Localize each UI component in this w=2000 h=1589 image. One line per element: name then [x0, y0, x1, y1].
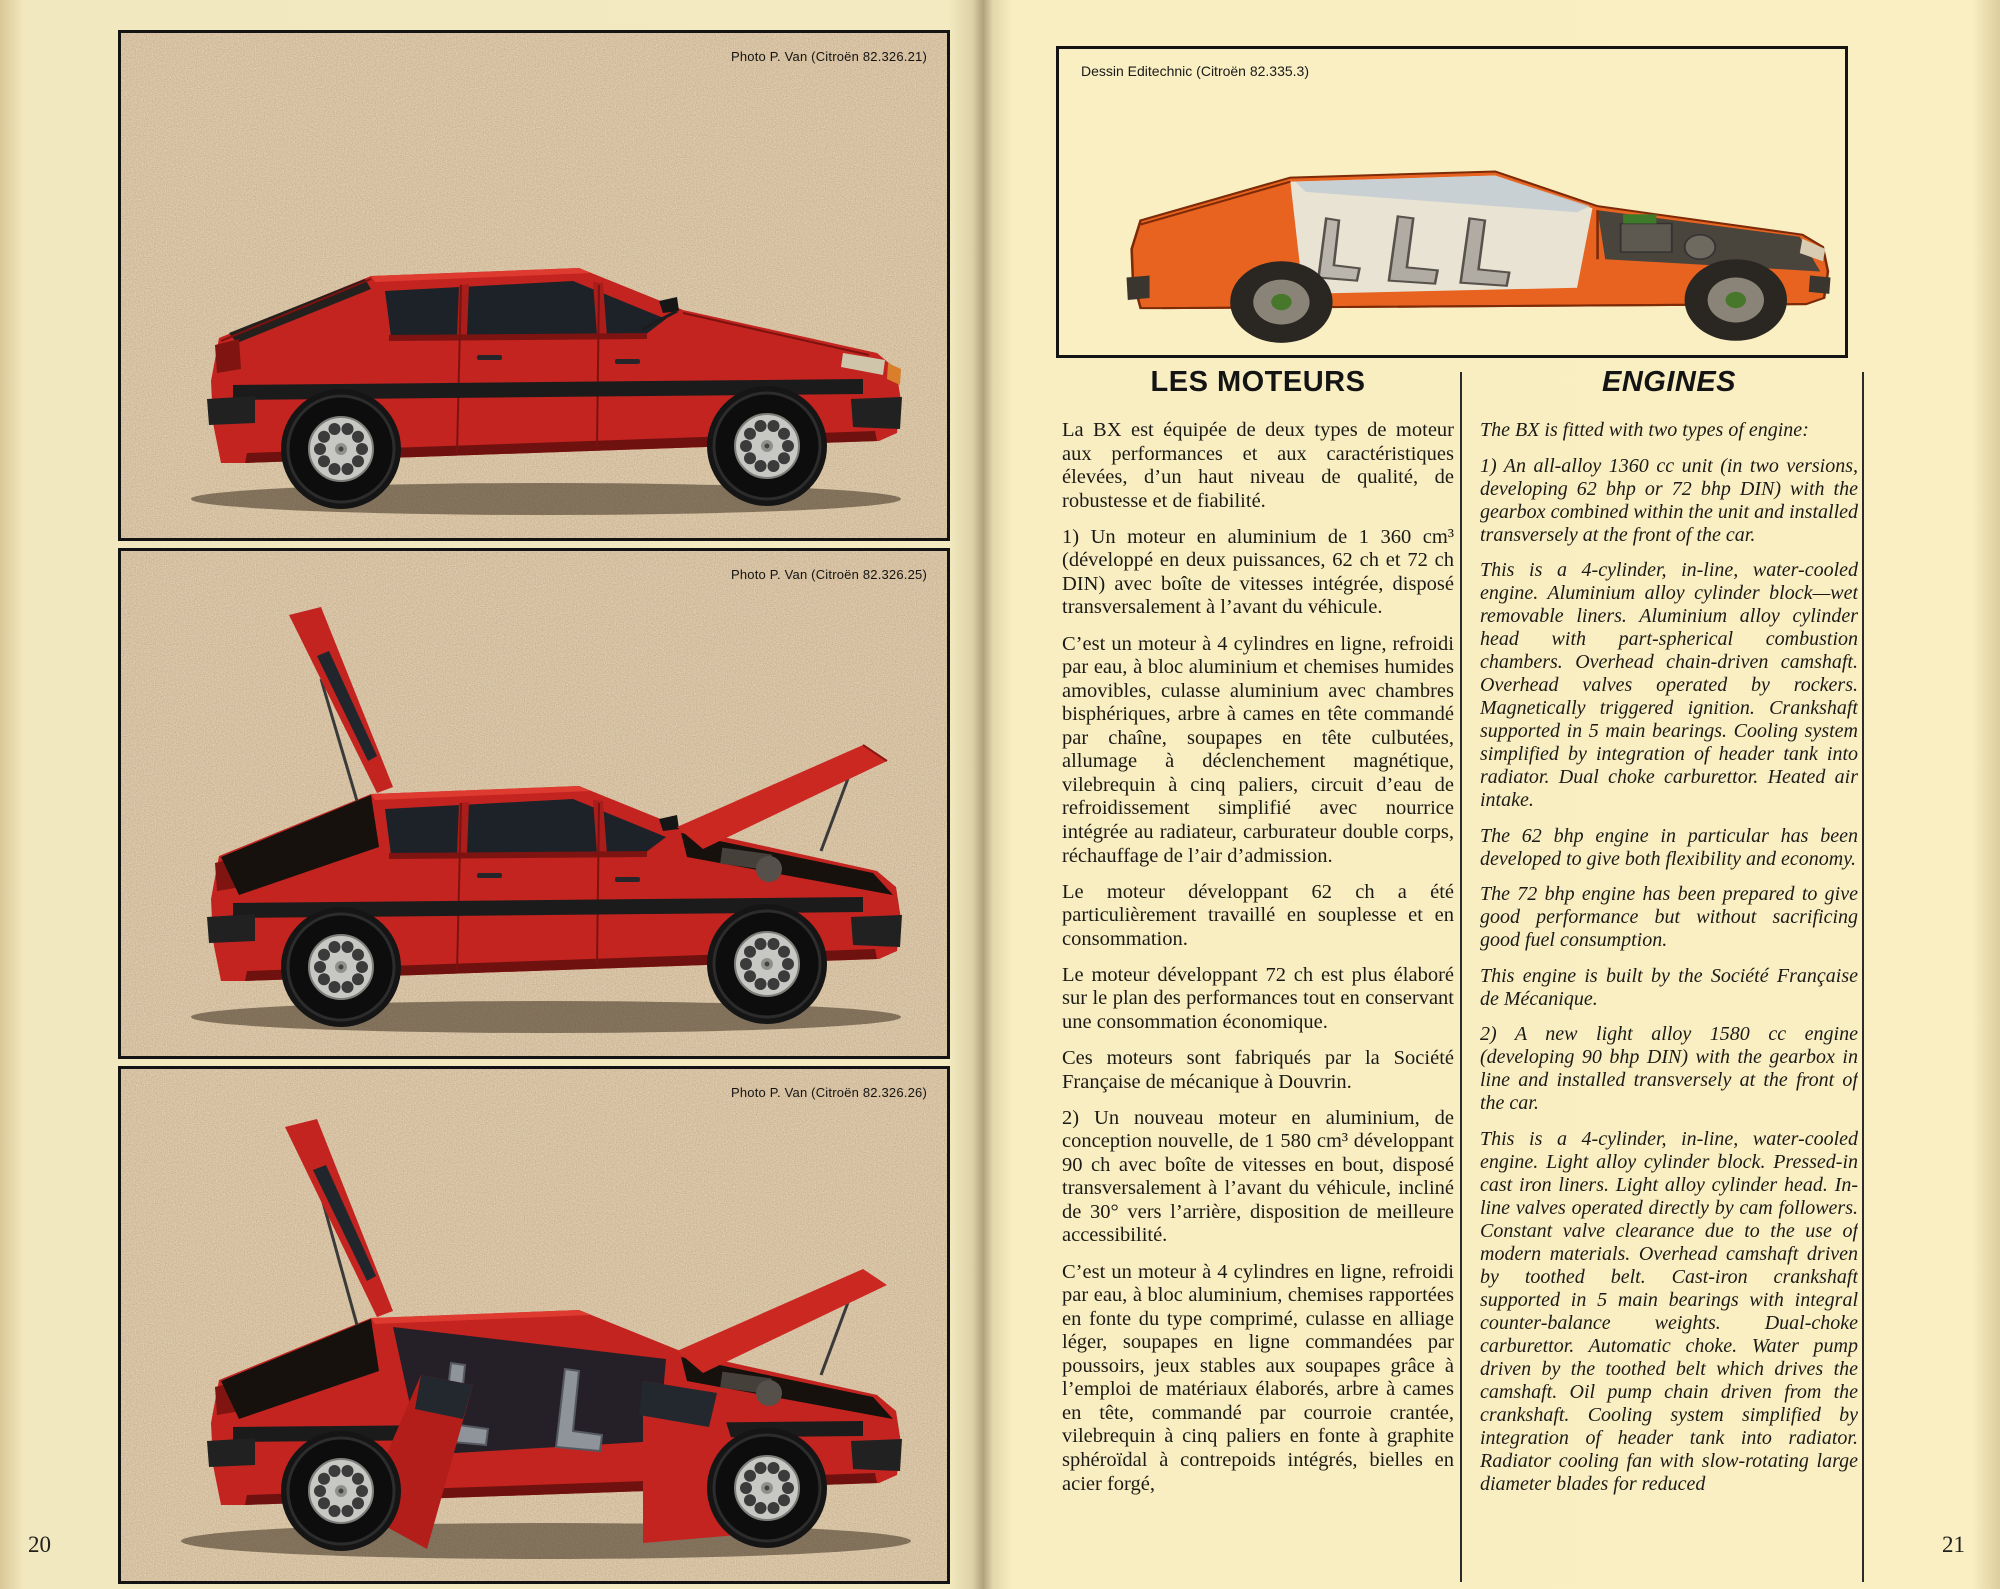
- photo-frame-2: [118, 548, 950, 1059]
- paragraph: La BX est équipée de deux types de moteur aux performances et aux caractéristiques élevées, d’un haut niveau de qualité, de robustesse et de fiabilité.: [1062, 419, 1454, 512]
- photo-caption-3: Photo P. Van (Citroën 82.326.26): [731, 1085, 927, 1100]
- paragraph: Ces moteurs sont fabriqués par la Société Française de mécanique à Douvrin.: [1062, 1047, 1454, 1093]
- french-column: [1062, 366, 1454, 1585]
- paragraph: This is a 4-cylinder, in-line, water-cooled engine. Light alloy cylinder block. Pressed-in cast iron liners. Light alloy cylinder head. In-line valves operated directly by cam followers. Constant valve clearance due to the use of modern materials. Overhead camshaft driven by toothed belt. Cast-iron crankshaft supported in 5 main bearings with integral counter-balance weights. Dual-choke carburettor. Automatic choke. Water pump driven by the toothed belt which drives the camshaft. Oil pump chain driven from the crankshaft. Cooling system simplified by integration of header tank into radiator. Radiator cooling fan with slow-rotating large diameter blades for reduced: [1480, 1127, 1858, 1495]
- paragraph: This engine is built by the Société Française de Mécanique.: [1480, 964, 1858, 1010]
- column-heading-french: LES MOTEURS: [1150, 366, 1366, 398]
- paragraph: 2) A new light alloy 1580 cc engine (developing 90 bhp DIN) with the gearbox in line and installed transversely at the front of the car.: [1480, 1023, 1858, 1114]
- paragraph: 1) Un moteur en aluminium de 1 360 cm³ (développé en deux puissances, 62 ch et 72 ch DIN) avec boîte de vitesses intégrée, disposé transversalement à l’avant du véhicule.: [1062, 525, 1454, 619]
- paragraph: 2) Un nouveau moteur en aluminium, de conception nouvelle, de 1 580 cm³ développant 90 ch avec boîte de vitesses en bout, disposé transversalement à l’avant du véhicule, incliné de 30° vers l’arrière, disposition de meilleure accessibilité.: [1062, 1106, 1454, 1247]
- paragraph: C’est un moteur à 4 cylindres en ligne, refroidi par eau, à bloc aluminium, chemises rapportées en fonte du type comprimé, culasse en alliage léger, soupapes en ligne commandées par poussoirs, jeux stables aux soupapes grâce à l’emploi de matériaux élaborés, arbre à cames en tête, commandé par courroie crantée, vilebrequin à cinq paliers en fonte à graphite sphéroïdal à contrepoids intégrés, bielles en acier forgé,: [1062, 1260, 1454, 1495]
- photo-frame-3: [118, 1066, 950, 1584]
- gutter-shadow: [948, 0, 1012, 1589]
- paragraph: This is a 4-cylinder, in-line, water-cooled engine. Aluminium alloy cylinder block—wet removable liners. Aluminium alloy cylinder head with part-spherical combustion chambers. Overhead chain-driven camshaft. Overhead valves operated by rockers. Magnetically triggered ignition. Crankshaft supported in 5 main bearings. Cooling system simplified by integration of header tank into radiator. Dual choke carburettor. Heated air intake.: [1480, 559, 1858, 811]
- cutaway-drawing: [1059, 49, 1845, 355]
- paragraph: Le moteur développant 62 ch a été particulièrement travaillé en souplesse et en consommation.: [1062, 880, 1454, 950]
- paragraph: The 62 bhp engine in particular has been developed to give both flexibility and economy.: [1480, 824, 1858, 870]
- drawing-frame: [1056, 46, 1848, 358]
- car-photo-bonnet-tailgate-open: [121, 551, 947, 1056]
- column-divider: [1460, 372, 1462, 1582]
- paragraph: 1) An all-alloy 1360 cc unit (in two versions, developing 62 bhp or 72 bhp DIN) with the gearbox combined within the unit and installed transversely at the front of the car.: [1480, 454, 1858, 546]
- paragraph: Le moteur développant 72 ch est plus élaboré sur le plan des performances tout en conservant une consommation économique.: [1062, 963, 1454, 1033]
- page-number-left: 20: [28, 1532, 51, 1557]
- car-photo-all-open: [121, 1069, 947, 1581]
- photo-frame-1: [118, 30, 950, 541]
- drawing-caption: Dessin Editechnic (Citroën 82.335.3): [1081, 63, 1310, 79]
- photo-caption-2: Photo P. Van (Citroën 82.326.25): [731, 567, 927, 582]
- column-heading-english: ENGINES: [1601, 366, 1737, 398]
- paragraph: The BX is fitted with two types of engine:: [1480, 419, 1809, 441]
- page-number-right: 21: [1942, 1532, 1965, 1557]
- column-divider-right: [1862, 372, 1864, 1582]
- english-column: [1480, 366, 1858, 1585]
- paragraph: The 72 bhp engine has been prepared to give good performance but without sacrificing good fuel consumption.: [1480, 883, 1858, 951]
- paragraph: C’est un moteur à 4 cylindres en ligne, refroidi par eau, à bloc aluminium et chemises humides amovibles, culasse aluminium avec chambres bisphériques, arbre à cames en tête commandé par chaîne, soupapes en tête culbutées, allumage à déclenchement magnétique, vilebrequin à cinq paliers, circuit d’eau de refroidissement simplifié avec nourrice intégrée au radiateur, carburateur double corps, réchauffage de l’air d’admission.: [1062, 632, 1454, 867]
- photo-caption-1: Photo P. Van (Citroën 82.326.21): [731, 49, 927, 64]
- car-photo-closed: [121, 33, 947, 538]
